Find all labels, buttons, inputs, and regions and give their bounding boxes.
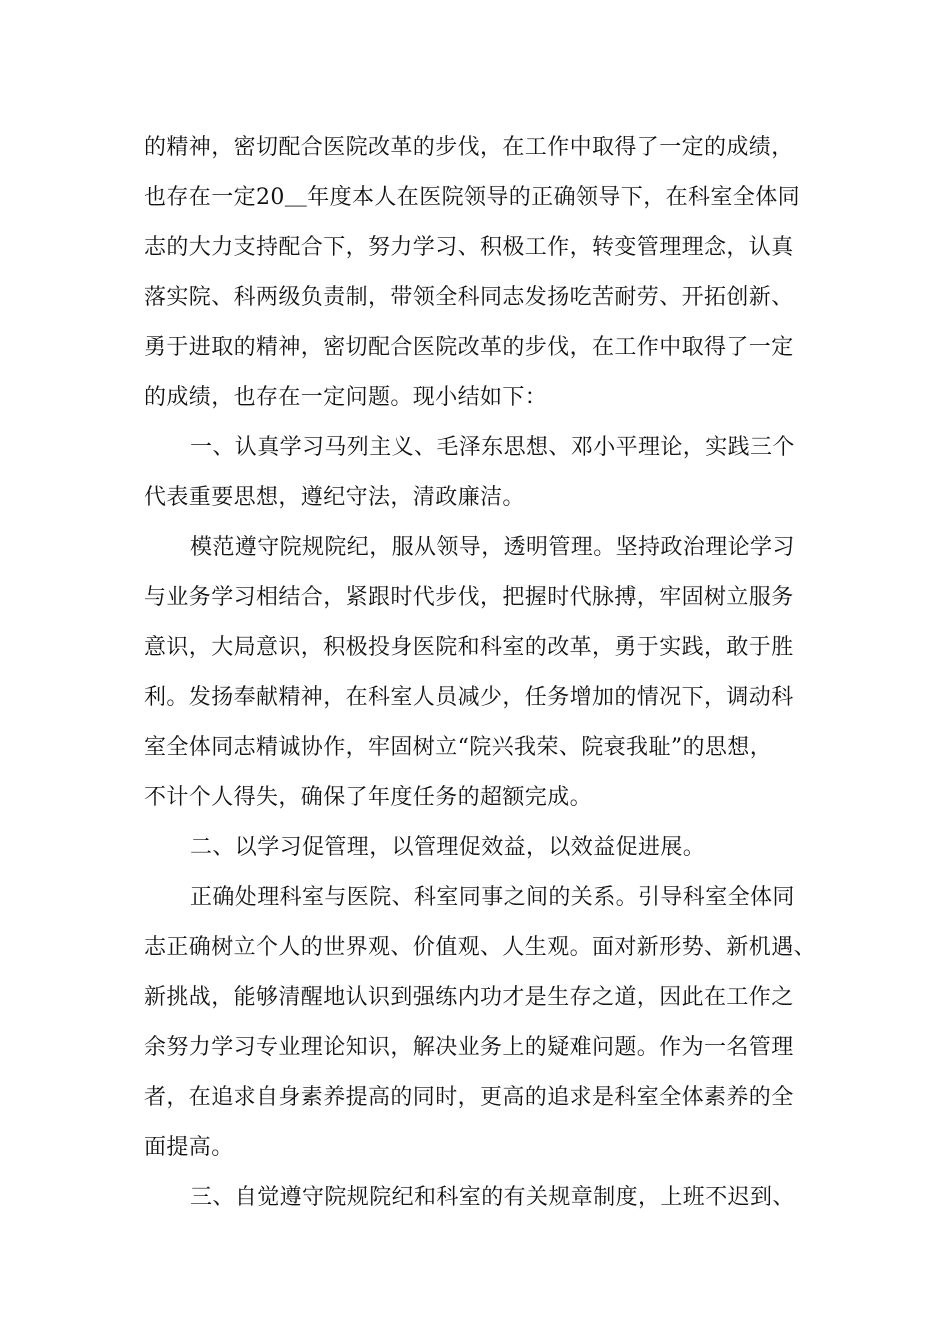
text-line: 三、自觉遵守院规院纪和科室的有关规章制度，上班不迟到、 bbox=[190, 1185, 795, 1210]
text-line: 室全体同志精诚协作，牢固树立“院兴我荣、院衰我耻”的思想， bbox=[144, 735, 773, 760]
text-line: 代表重要思想，遵纪守法，清政廉洁。 bbox=[144, 485, 525, 510]
text-line: 者，在追求自身素养提高的同时，更高的追求是科室全体素养的全 bbox=[144, 1085, 794, 1110]
text-line: 利。发扬奉献精神，在科室人员减少，任务增加的情况下，调动科 bbox=[144, 685, 794, 710]
text-line: 一、认真学习马列主义、毛泽东思想、邓小平理论，实践三个 bbox=[190, 435, 795, 460]
text-line: 的精神，密切配合医院改革的步伐，在工作中取得了一定的成绩， bbox=[144, 135, 794, 160]
text-line: 新挑战，能够清醒地认识到强练内功才是生存之道，因此在工作之 bbox=[144, 985, 794, 1010]
text-line: 落实院、科两级负责制，带领全科同志发扬吃苦耐劳、开拓创新、 bbox=[144, 285, 794, 310]
text-line: 勇于进取的精神，密切配合医院改革的步伐，在工作中取得了一定 bbox=[144, 335, 794, 360]
text-line: 正确处理科室与医院、科室同事之间的关系。引导科室全体同 bbox=[190, 885, 795, 910]
text-line: 志的大力支持配合下，努力学习、积极工作，转变管理理念，认真 bbox=[144, 235, 794, 260]
text-line: 也存在一定20＿年度本人在医院领导的正确领导下，在科室全体同 bbox=[144, 185, 800, 210]
document-body bbox=[144, 123, 844, 1223]
text-line: 面提高。 bbox=[144, 1135, 234, 1160]
text-line: 志正确树立个人的世界观、价值观、人生观。面对新形势、新机遇、 bbox=[144, 935, 817, 960]
text-line: 二、以学习促管理，以管理促效益，以效益促进展。 bbox=[190, 835, 706, 860]
text-line: 的成绩，也存在一定问题。现小结如下： bbox=[144, 385, 548, 410]
text-line: 不计个人得失，确保了年度任务的超额完成。 bbox=[144, 785, 593, 810]
text-line: 与业务学习相结合，紧跟时代步伐，把握时代脉搏，牢固树立服务 bbox=[144, 585, 794, 610]
text-line: 模范遵守院规院纪，服从领导，透明管理。坚持政治理论学习 bbox=[190, 535, 795, 560]
text-line: 余努力学习专业理论知识，解决业务上的疑难问题。作为一名管理 bbox=[144, 1035, 794, 1060]
text-line: 意识，大局意识，积极投身医院和科室的改革，勇于实践，敢于胜 bbox=[144, 635, 794, 660]
